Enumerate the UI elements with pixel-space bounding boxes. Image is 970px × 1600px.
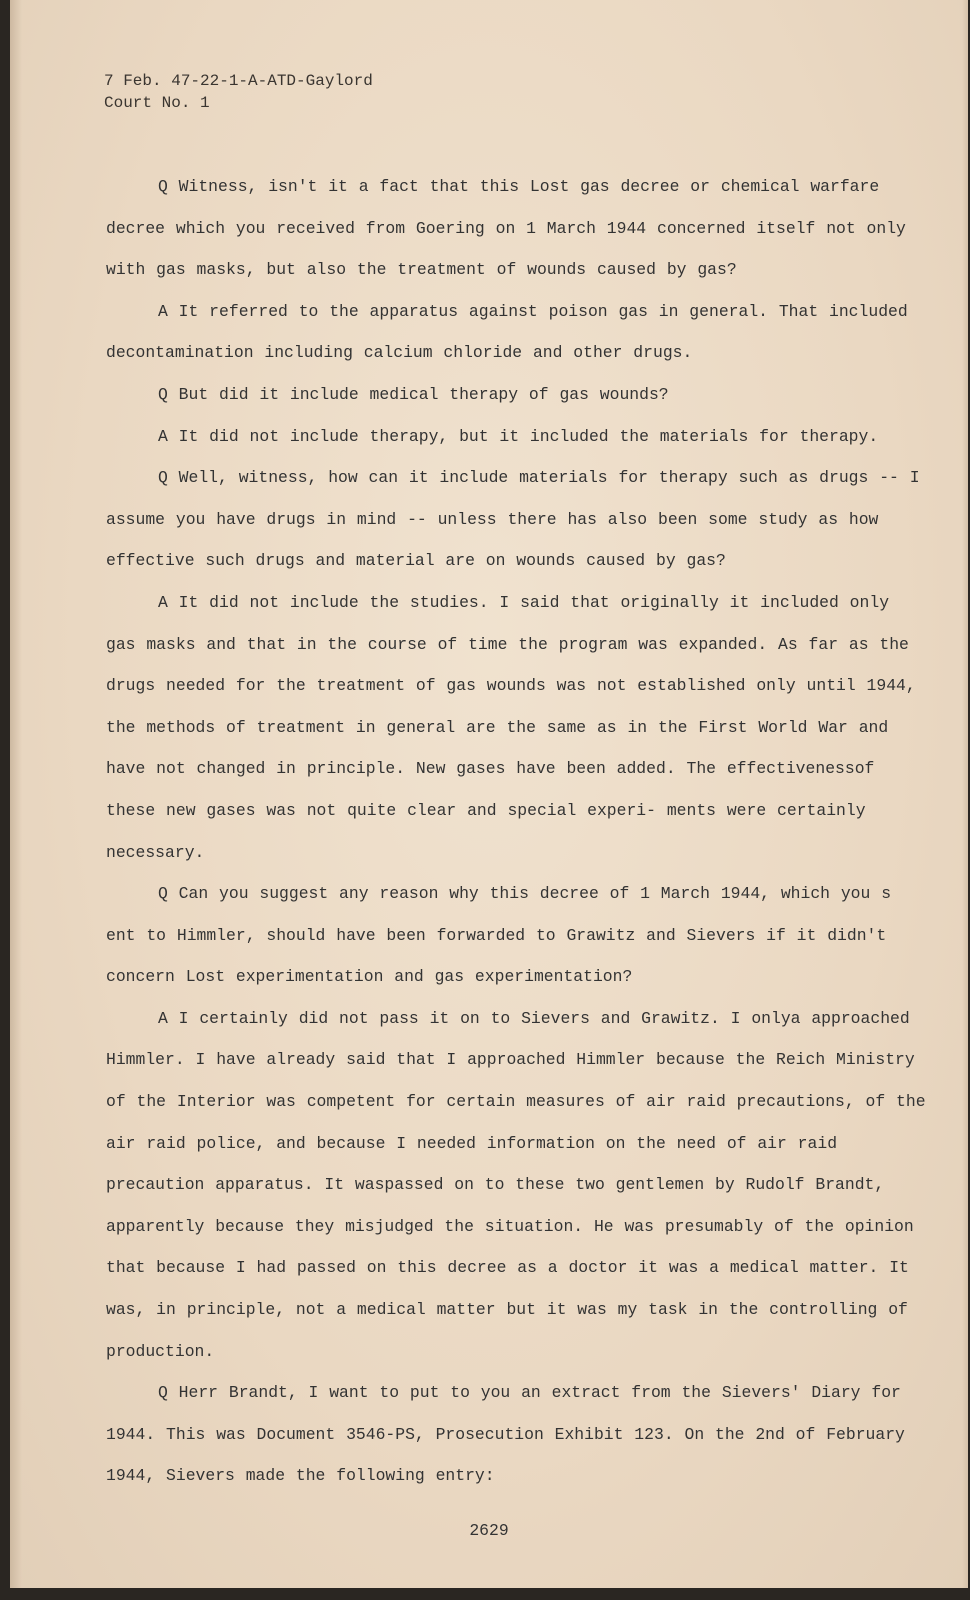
document-page [10,0,968,1588]
transcript-paragraph: Q Witness, isn't it a fact that this Lost gas decree or chemical warfare decree which you received from Goering on 1 March 1944 concerned itself not only with gas masks, but also the treatment of wounds caused by gas? [106,177,906,280]
transcript-paragraph: Q Well, witness, how can it include materials for therapy such as drugs -- I assume you have drugs in mind -- unless there has also been some study as how effective such drugs and material are on wounds caused by gas? [106,468,920,571]
transcript-paragraph: A It referred to the apparatus against poison gas in general. That included decontamination including calcium chloride and other drugs. [106,301,908,363]
page-edge-right [962,0,968,1588]
page-edge-shadow [10,0,22,1588]
transcript-paragraph: Q Can you suggest any reason why this decree of 1 March 1944, which you s ent to Himmler, should have been forwarded to Grawitz and Sievers if it didn't concern Lost experimentation and gas experimentation? [106,884,892,987]
transcript-paragraph: A I certainly did not pass it on to Sievers and Grawitz. I onlya approached Himmler. I have already said that I approached Himmler because the Reich Ministry of the Interior was competent for certain measures of air raid precautions, of the air raid police, and because I needed information on the need of air raid precaution apparatus. It waspassed on to these two gentlemen by Rudolf Brandt, apparently because they misjudged the situation. He was presumably of the opinion that because I had passed on this decree as a doctor it was a medical matter. It was, in principle, not a medical matter but it was my task in the controlling of production. [106,1008,926,1361]
page-number: 2629 [469,1521,509,1540]
transcript-body [106,166,926,1497]
document-header [104,70,373,114]
header-session-line: 7 Feb. 47-22-1-A-ATD-Gaylord [104,72,373,90]
transcript-paragraph: Q But did it include medical therapy of gas wounds? [158,384,669,404]
header-court-line: Court No. 1 [104,94,210,112]
transcript-paragraph: A It did not include therapy, but it included the materials for therapy. [158,426,879,446]
transcript-paragraph: A It did not include the studies. I said that originally it included only gas masks and that in the course of time the program was expanded. As far as the drugs needed for the treatment of gas wounds was not established only until 1944, the methods of treatment in general are the same as in the First World War and have not changed in principle. New gases have been added. The effectivenessof these new gases was not quite clear and special experi- ments were certainly necessary. [106,592,916,862]
transcript-paragraph: Q Herr Brandt, I want to put to you an extract from the Sievers' Diary for 1944. This was Document 3546-PS, Prosecution Exhibit 123. On the 2nd of February 1944, Sievers made the following entry: [106,1383,905,1486]
